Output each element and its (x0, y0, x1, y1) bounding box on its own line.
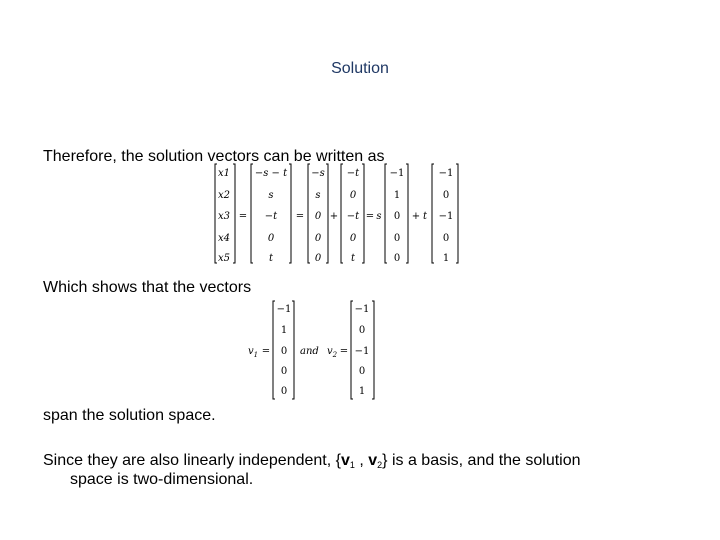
plus-sign: + (329, 211, 339, 222)
var-x3: x3 (217, 211, 231, 222)
conclusion-line2: space is two-dimensional. (70, 471, 254, 488)
equals-sign-3: = (365, 211, 375, 222)
v1-cell: 1 (280, 325, 288, 336)
v1-cell: 1 (393, 190, 401, 201)
slide-title: Solution (331, 60, 389, 77)
v1-cell: 0 (280, 346, 288, 357)
split-cell: −s (311, 168, 325, 179)
equals-sign: = (339, 346, 349, 357)
split-cell: 0 (314, 233, 322, 244)
scalar-s: s (376, 211, 382, 222)
var-x5: x5 (217, 253, 231, 264)
plus-sign-2: + (411, 211, 421, 222)
scalar-t: t (422, 211, 428, 222)
subscript-2: 2 (377, 460, 383, 470)
var-x1: x1 (217, 168, 231, 179)
equals-sign-1: = (238, 211, 248, 222)
solution-vector-equation (210, 160, 470, 268)
general-cell: s (268, 190, 274, 201)
v2-cell: 0 (358, 325, 366, 336)
general-cell: t (268, 253, 274, 264)
split-cell: s (315, 190, 321, 201)
v1-label: $v_1$ (248, 346, 259, 359)
split2-cell: 0 (349, 190, 357, 201)
v1-cell: 0 (280, 386, 288, 397)
v2-label: $v_2$ (327, 346, 338, 359)
v2-cell: 1 (358, 386, 366, 397)
split2-cell: −t (346, 168, 360, 179)
v1-cell: −1 (276, 304, 292, 315)
shows-text: Which shows that the vectors (43, 279, 252, 296)
v2-cell: −1 (354, 346, 370, 357)
v1-cell: 0 (393, 211, 401, 222)
split2-cell: −t (346, 211, 360, 222)
split-cell: 0 (314, 253, 322, 264)
split-cell: 0 (314, 211, 322, 222)
conclusion-suffix: } is a basis, and the solution (382, 452, 581, 469)
equals-sign: = (261, 346, 271, 357)
v2-cell: −1 (354, 304, 370, 315)
v2-cell: 0 (442, 190, 450, 201)
general-cell: −s − t (254, 168, 288, 179)
split2-cell: 0 (349, 233, 357, 244)
vector-v2: v (368, 452, 378, 469)
v2-cell: 0 (358, 366, 366, 377)
var-x4: x4 (217, 233, 231, 244)
basis-vectors-equation (244, 298, 384, 404)
v1-cell: 0 (280, 366, 288, 377)
v2-cell: −1 (438, 168, 454, 179)
subscript-1: 1 (349, 460, 355, 470)
v1-cell: 0 (393, 233, 401, 244)
v1-cell: −1 (389, 168, 405, 179)
span-text: span the solution space. (43, 407, 216, 424)
vector-v1: v (340, 452, 350, 469)
general-cell: −t (264, 211, 278, 222)
conclusion-text (43, 452, 581, 489)
v1-cell: 0 (393, 253, 401, 264)
separator: , (354, 452, 369, 469)
v2-cell: 1 (442, 253, 450, 264)
intro-text: Therefore, the solution vectors can be written as (43, 148, 385, 165)
and-word: and (300, 346, 319, 357)
var-x2: x2 (217, 190, 231, 201)
v2-cell: −1 (438, 211, 454, 222)
v2-cell: 0 (442, 233, 450, 244)
general-cell: 0 (267, 233, 275, 244)
split2-cell: t (350, 253, 356, 264)
conclusion-prefix: Since they are also linearly independent, { (43, 452, 341, 469)
equals-sign-2: = (295, 211, 305, 222)
